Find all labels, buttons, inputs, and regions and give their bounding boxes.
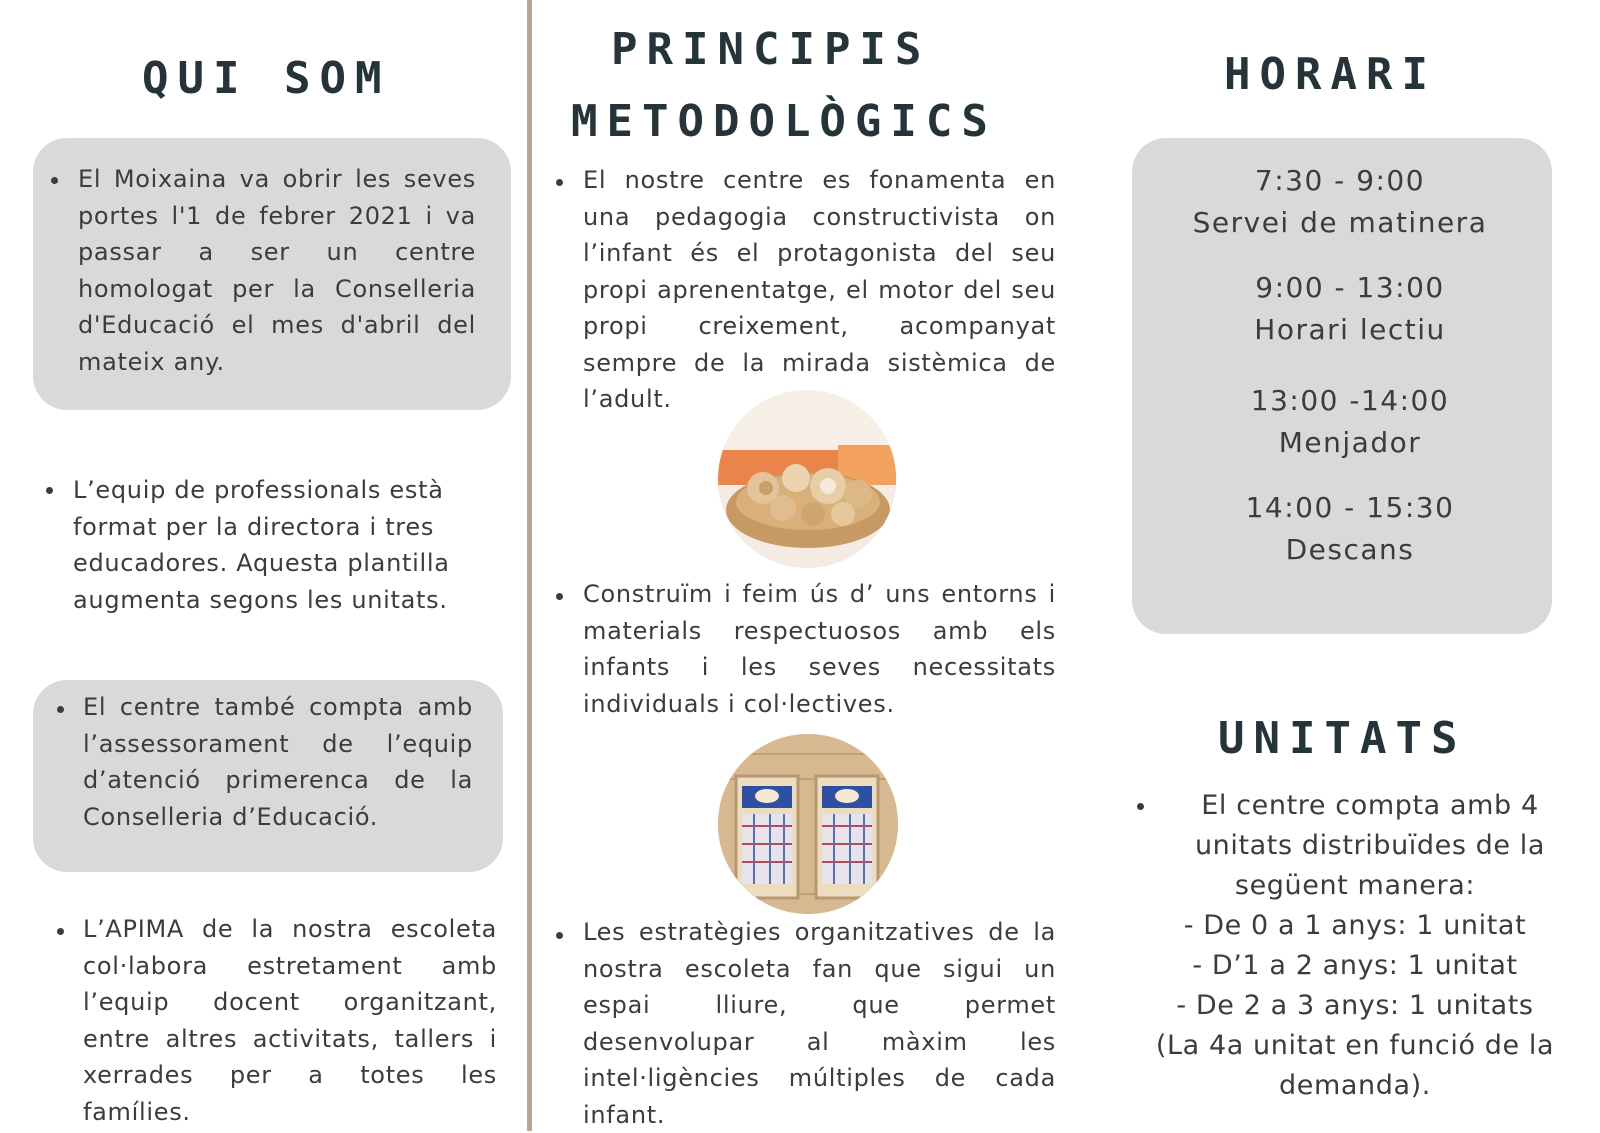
bullet-icon <box>57 706 64 713</box>
horari-heading: HORARI <box>1224 49 1437 100</box>
wooden-toys-illustration <box>718 390 896 568</box>
unitats-note: demanda). <box>1279 1070 1431 1101</box>
horari-slot-4 <box>1170 487 1530 571</box>
bullet-icon <box>556 932 563 939</box>
bullet-icon <box>556 593 563 600</box>
bullet-icon <box>57 928 64 935</box>
principis-paragraph-2: Construïm i feim ús d’ uns entorns i materials respectuosos amb els infants i les seves necessitats individuals i col·lectives. <box>583 580 1056 718</box>
horari-time: 14:00 - 15:30 <box>1245 491 1455 524</box>
horari-label: Horari lectiu <box>1254 313 1446 346</box>
qui-som-heading: QUI SOM <box>142 53 391 104</box>
unitats-list <box>1140 786 1570 1106</box>
qui-som-paragraph-3: El centre també compta amb l’assessorament de l’equip d’atenció primerenca de la Conselleria d’Educació. <box>83 693 473 831</box>
principis-heading-line2: METODOLÒGICS <box>571 96 997 147</box>
qui-som-paragraph-4: L’APIMA de la nostra escoleta col·labora estretament amb l’equip docent organitzant, entre altres activitats, tallers i xerrades per a totes les famílies. <box>83 915 497 1126</box>
bullet-icon <box>46 487 53 494</box>
beds-illustration <box>718 734 898 914</box>
unitats-intro-line: El centre compta amb 4 <box>1201 790 1539 821</box>
unitats-heading: UNITATS <box>1218 713 1467 764</box>
horari-time: 13:00 -14:00 <box>1250 384 1450 417</box>
horari-label: Descans <box>1285 533 1415 566</box>
unitats-item: - D’1 a 2 anys: 1 unitat <box>1192 950 1518 981</box>
horari-label: Menjador <box>1278 426 1422 459</box>
horari-label: Servei de matinera <box>1192 206 1488 239</box>
unitats-note: (La 4a unitat en funció de la <box>1155 1030 1555 1061</box>
unitats-intro-line: següent manera: <box>1234 870 1476 901</box>
unitats-intro-line: unitats distribuïdes de la <box>1194 830 1546 861</box>
unitats-item: - De 2 a 3 anys: 1 unitats <box>1176 990 1534 1021</box>
bullet-icon <box>556 179 563 186</box>
qui-som-paragraph-1: El Moixaina va obrir les seves portes l'1 de febrer 2021 i va passar a ser un centre homologat per la Conselleria d'Educació el mes d'abril del mateix any. <box>78 165 476 376</box>
column-divider <box>527 0 532 1131</box>
wooden-toys-photo <box>718 390 896 568</box>
unitats-item: - De 0 a 1 anys: 1 unitat <box>1183 910 1527 941</box>
principis-paragraph-1: El nostre centre es fonamenta en una pedagogia constructivista on l’infant és el protagonista del seu propi aprenentatge, el motor del seu propi creixement, acompanyat sempre de la mirada sistèmica de l’adult. <box>583 166 1056 413</box>
horari-slot-3 <box>1170 380 1530 464</box>
horari-slot-2 <box>1170 267 1530 351</box>
horari-time: 7:30 - 9:00 <box>1254 164 1426 197</box>
bullet-icon <box>51 177 58 184</box>
qui-som-paragraph-2: L’equip de professionals està format per la directora i tres educadores. Aquesta plantilla augmenta segons les unitats. <box>73 476 450 614</box>
principis-heading-line1: PRINCIPIS <box>611 24 931 75</box>
horari-slot-1 <box>1160 160 1520 244</box>
beds-photo <box>718 734 898 914</box>
horari-time: 9:00 - 13:00 <box>1255 271 1445 304</box>
principis-paragraph-3: Les estratègies organitzatives de la nostra escoleta fan que sigui un espai lliure, que permet desenvolupar al màxim les intel·ligències múltiples de cada infant. <box>583 918 1056 1129</box>
